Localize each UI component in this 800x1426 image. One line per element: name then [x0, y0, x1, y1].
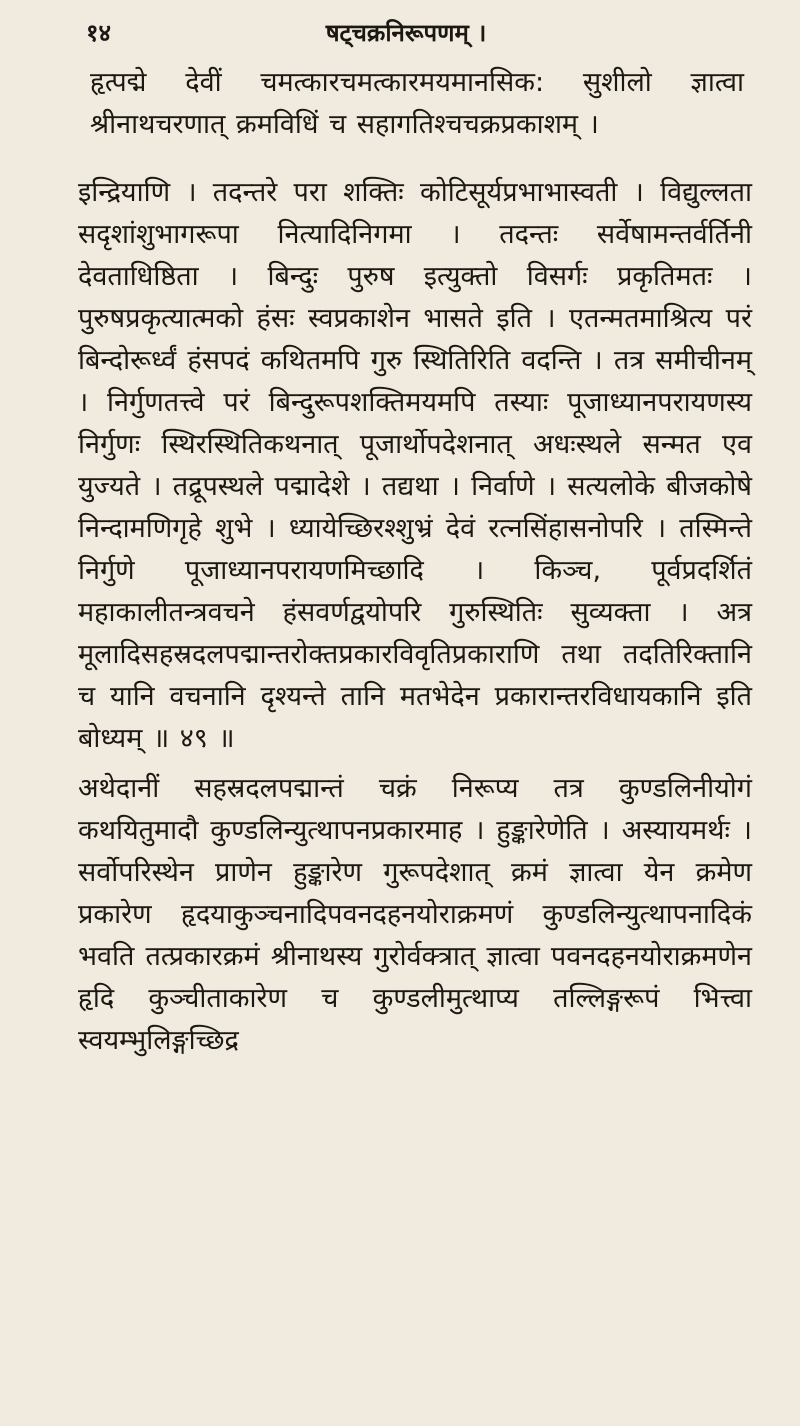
page-header — [60, 4, 752, 56]
commentary-paragraph-2: अथेदानीं सहस्रदलपद्मान्तं चक्रं निरूप्य तत्र कुण्डलिनीयोगं कथयितुमादौ कुण्डलिन्युत्थापनप्रकारमाह । हुङ्कारेणेति । अस्यायमर्थः । सर्वोपरिस्थेन प्राणेन हुङ्कारेण गुरूपदेशात् क्रमं ज्ञात्वा येन क्रमेण प्रकारेण हृदयाकुञ्चनादिपवनदहनयोराक्रमणं कुण्डलिन्युत्थापनादिकं भवति तत्प्रकारक्रमं श्रीनाथस्य गुरोर्वक्त्रात् ज्ञात्वा पवनदहनयोराक्रमणेन हृदि कुञ्चीताकारेण च कुण्डलीमुत्थाप्य तल्लिङ्गरूपं भित्त्वा स्वयम्भुलिङ्गच्छिद्र — [78, 773, 752, 1056]
running-title: षट्चक्रनिरूपणम् । — [325, 19, 487, 47]
commentary-paragraph-1: इन्द्रियाणि । तदन्तरे परा शक्तिः कोटिसूर्यप्रभाभास्वती । विद्युल्लता सदृशांशुभागरूपा नित्यादिनिगमा । तदन्तः सर्वेषामन्तर्वर्तिनी देवताधिष्ठिता । बिन्दुः पुरुष इत्युक्तो विसर्गः प्रकृतिमतः । पुरुषप्रकृत्यात्मको हंसः स्वप्रकाशेन भासते इति । एतन्मतमाश्रित्य परं बिन्दोरूर्ध्वं हंसपदं कथितमपि गुरु स्थितिरिति वदन्ति । तत्र समीचीनम् । निर्गुणतत्त्वे परं बिन्दुरूपशक्तिमयमपि तस्याः पूजाध्यानपरायणस्य निर्गुणः स्थिरस्थितिकथनात् पूजार्थोपदेशनात् अधःस्थले सन्मत एव युज्यते । तद्रूपस्थले पद्मादेशे । तद्यथा । निर्वाणे । सत्यलोके बीजकोषे निन्दामणिगृहे शुभे । ध्यायेच्छिरश्शुभ्रं देवं रत्नसिंहासनोपरि । तस्मिन्ते निर्गुणे पूजाध्यानपरायणमिच्छादि । किञ्च, पूर्वप्रदर्शितं महाकालीतन्त्रवचने हंसवर्णद्वयोपरि गुरुस्थितिः सुव्यक्ता । अत्र मूलादिसहस्रदलपद्मान्तरोक्तप्रकारविवृतिप्रकाराणि तथा तदतिरिक्तानि च यानि वचनानि दृश्यन्ते तानि मतभेदेन प्रकारान्तरविधायकानि इति बोध्यम् ॥ ४९ ॥ — [78, 177, 752, 754]
intro-verse: हृत्पद्मे देवीं चमत्कारचमत्कारमयमानसिक: सुशीलो ज्ञात्वा श्रीनाथचरणात् क्रमविधिं च सहागतिश्चचक्रप्रकाशम् । — [90, 67, 744, 140]
page-number: १४ — [86, 19, 111, 47]
